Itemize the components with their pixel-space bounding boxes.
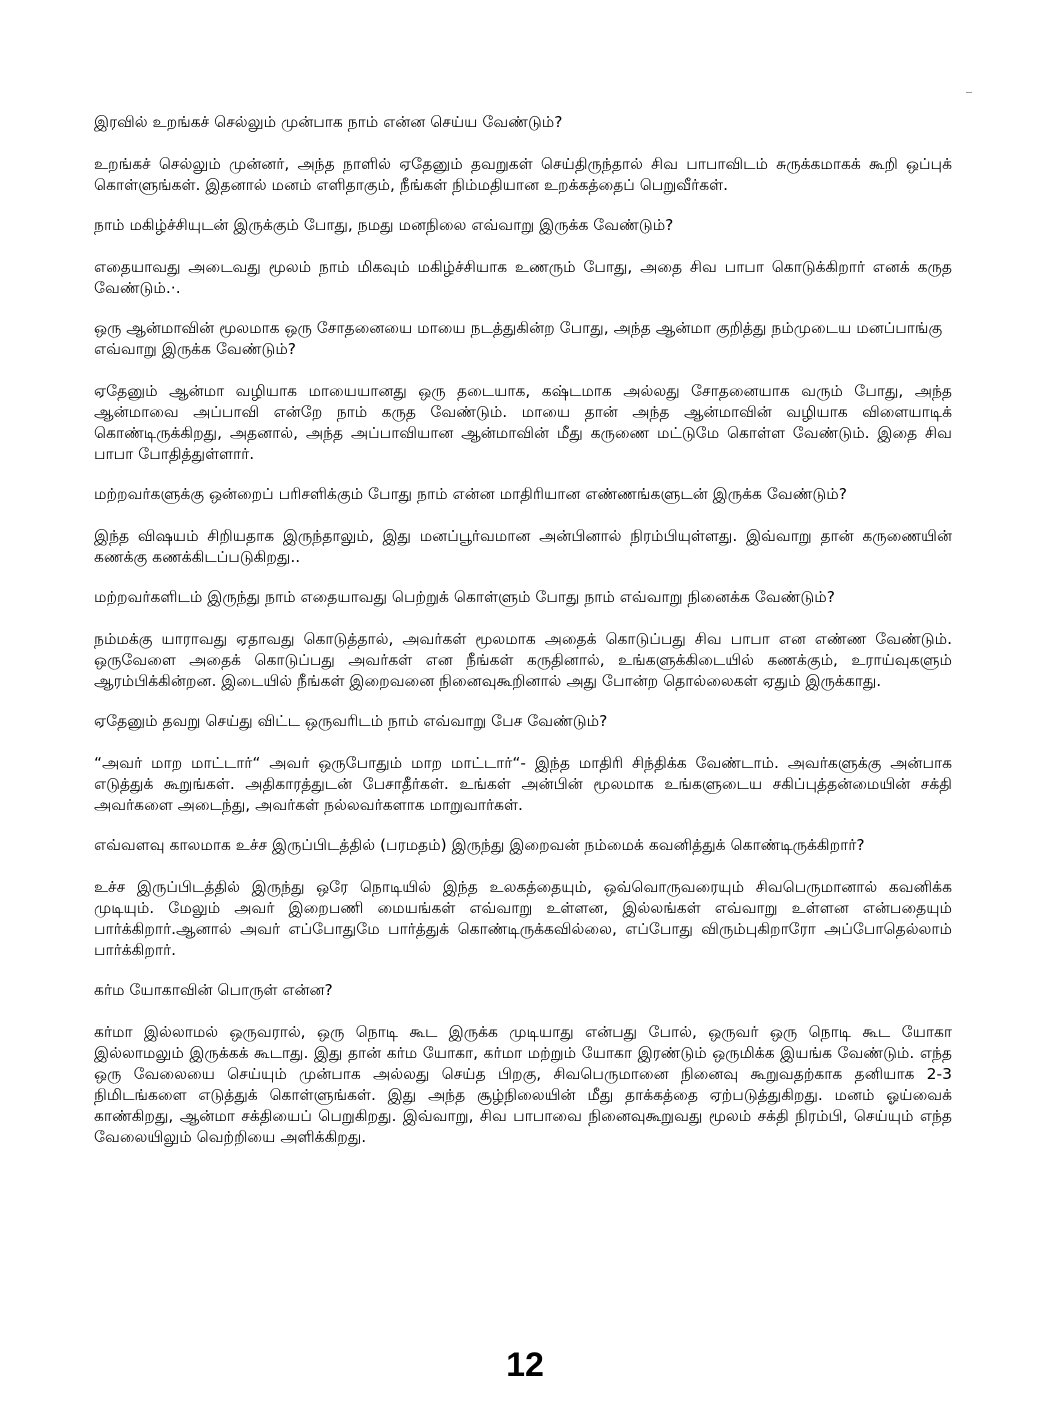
question-7: எவ்வளவு காலமாக உச்ச இருப்பிடத்தில் (பரமதம்) இருந்து இறைவன் நம்மைக் கவனித்துக் கொண்டிருக்கிறார்? (94, 836, 865, 854)
answer-2: எதையாவது அடைவது மூலம் நாம் மிகவும் மகிழ்ச்சியாக உணரும் போது, அதை சிவ பாபா கொடுக்கிறார் எனக் கருத வேண்டும்.·. (94, 258, 952, 297)
question-6: ஏதேனும் தவறு செய்து விட்ட ஒருவரிடம் நாம் எவ்வாறு பேச வேண்டும்? (94, 712, 608, 730)
question-3: ஒரு ஆன்மாவின் மூலமாக ஒரு சோதனையை மாயை நடத்துகின்ற போது, அந்த ஆன்மா குறித்து நம்முடைய மனப்பாங்கு எவ்வாறு இருக்க வேண்டும்? (94, 319, 943, 358)
answer-3: ஏதேனும் ஆன்மா வழியாக மாயையானது ஒரு தடையாக, கஷ்டமாக அல்லது சோதனையாக வரும் போது, அந்த ஆன்மாவை அப்பாவி என்றே நாம் கருத வேண்டும். மாயை தான் அந்த ஆன்மாவின் வழியாக விளையாடிக் கொண்டிருக்கிறது, அதனால், அந்த அப்பாவியான ஆன்மாவின் மீது கருணை மட்டுமே கொள்ள வேண்டும். இதை சிவ பாபா போதித்துள்ளார். (94, 382, 952, 463)
question-1: இரவில் உறங்கச் செல்லும் முன்பாக நாம் என்ன செய்ய வேண்டும்? (94, 113, 563, 131)
question-4: மற்றவர்களுக்கு ஒன்றைப் பரிசளிக்கும் போது நாம் என்ன மாதிரியான எண்ணங்களுடன் இருக்க வேண்டும்? (94, 485, 847, 503)
answer-6: “அவர் மாற மாட்டார்“ அவர் ஒருபோதும் மாற மாட்டார்“- இந்த மாதிரி சிந்திக்க வேண்டாம். அவர்களுக்கு அன்பாக எடுத்துக் கூறுங்கள். அதிகாரத்துடன் பேசாதீர்கள். உங்கள் அன்பின் மூலமாக உங்களுடைய சகிப்புத்தன்மையின் சக்தி அவர்களை அடைந்து, அவர்கள் நல்லவர்களாக மாறுவார்கள். (94, 754, 952, 814)
page-number: 12 (506, 1346, 544, 1384)
answer-8: கர்மா இல்லாமல் ஒருவரால், ஒரு நொடி கூட இருக்க முடியாது என்பது போல், ஒருவர் ஒரு நொடி கூட யோகா இல்லாமலும் இருக்கக் கூடாது. இது தான் கர்ம யோகா, கர்மா மற்றும் யோகா இரண்டும் ஒருமிக்க இயங்க வேண்டும். எந்த ஒரு வேலையை செய்யும் முன்பாக அல்லது செய்த பிறகு, சிவபெருமானை நினைவு கூறுவதற்காக தனியாக 2-3 நிமிடங்களை எடுத்துக் கொள்ளுங்கள். இது அந்த சூழ்நிலையின் மீது தாக்கத்தை ஏற்படுத்துகிறது. மனம் ஓய்வைக் காண்கிறது, ஆன்மா சக்தியைப் பெறுகிறது. இவ்வாறு, சிவ பாபாவை நினைவுகூறுவது மூலம் சக்தி நிரம்பி, செய்யும் எந்த வேலையிலும் வெற்றியை அளிக்கிறது. (94, 1023, 952, 1146)
corner-mark (966, 92, 972, 93)
question-2: நாம் மகிழ்ச்சியுடன் இருக்கும் போது, நமது மனநிலை எவ்வாறு இருக்க வேண்டும்? (94, 216, 674, 234)
question-5: மற்றவர்களிடம் இருந்து நாம் எதையாவது பெற்றுக் கொள்ளும் போது நாம் எவ்வாறு நினைக்க வேண்டும்? (94, 588, 835, 606)
answer-7: உச்ச இருப்பிடத்தில் இருந்து ஒரே நொடியில் இந்த உலகத்தையும், ஒவ்வொருவரையும் சிவபெருமானால் கவனிக்க முடியும். மேலும் அவர் இறைபணி மையங்கள் எவ்வாறு உள்ளன, இல்லங்கள் எவ்வாறு உள்ளன என்பதையும் பார்க்கிறார்.ஆனால் அவர் எப்போதுமே பார்த்துக் கொண்டிருக்கவில்லை, எப்போது விரும்புகிறாரோ அப்போதெல்லாம் பார்க்கிறார். (94, 878, 952, 959)
answer-4: இந்த விஷயம் சிறியதாக இருந்தாலும், இது மனப்பூர்வமான அன்பினால் நிரம்பியுள்ளது. இவ்வாறு தான் கருணையின் கணக்கு கணக்கிடப்படுகிறது.. (94, 527, 952, 566)
document-body (94, 112, 952, 1148)
answer-5: நம்மக்கு யாராவது ஏதாவது கொடுத்தால், அவர்கள் மூலமாக அதைக் கொடுப்பது சிவ பாபா என எண்ண வேண்டும். ஒருவேளை அதைக் கொடுப்பது அவர்கள் என நீங்கள் கருதினால், உங்களுக்கிடையில் கணக்கும், உராய்வுகளும் ஆரம்பிக்கின்றன. இடையில் நீங்கள் இறைவனை நினைவுகூறினால் அது போன்ற தொல்லைகள் ஏதும் இருக்காது. (94, 630, 952, 690)
question-8: கர்ம யோகாவின் பொருள் என்ன? (94, 981, 333, 999)
answer-1: உறங்கச் செல்லும் முன்னர், அந்த நாளில் ஏதேனும் தவறுகள் செய்திருந்தால் சிவ பாபாவிடம் சுருக்கமாகக் கூறி ஒப்புக் கொள்ளுங்கள். இதனால் மனம் எளிதாகும், நீங்கள் நிம்மதியான உறக்கத்தைப் பெறுவீர்கள். (94, 155, 952, 194)
